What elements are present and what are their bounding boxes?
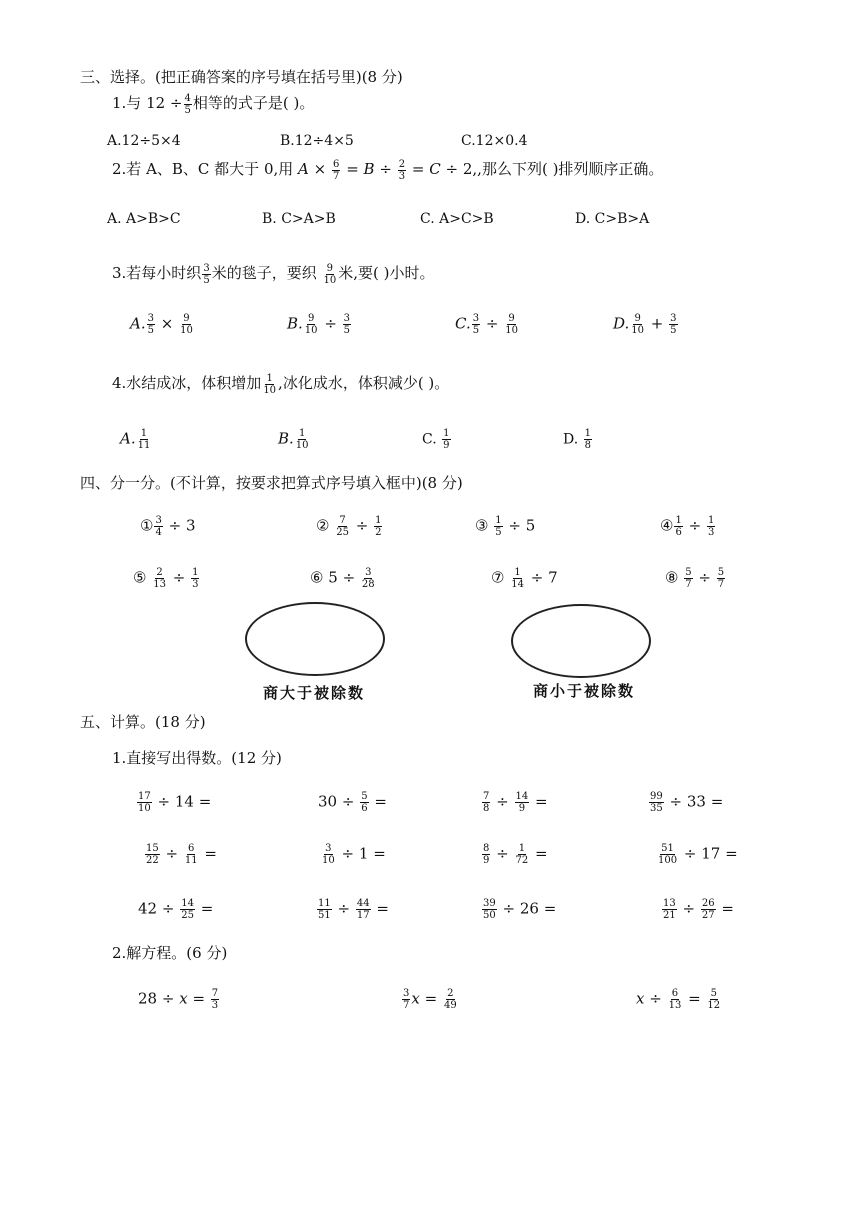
s4-item-2-mark: ② (316, 516, 330, 535)
s4-item-7 (491, 567, 558, 590)
c11-b: 26 (519, 899, 539, 918)
eq2-lnum: 3 (403, 988, 410, 999)
q4-a-num: 1 (140, 428, 148, 439)
q2-option-d: D. C>B>A (575, 211, 650, 227)
s4-item-7-mark: ⑦ (491, 568, 505, 587)
q3-b-frac2 (343, 313, 351, 336)
s4-i8-bd: 7 (717, 579, 725, 590)
s4-i7-b: 7 (548, 568, 558, 587)
q3-c-f1d: 5 (472, 325, 480, 336)
q2-f1-num: 6 (333, 158, 340, 170)
section-5-sub1: 1.直接写出得数。(12 分) (112, 749, 282, 767)
s4-i5-bd: 3 (192, 579, 199, 590)
c5-op: ÷ (165, 844, 179, 863)
c3-ad: 8 (483, 803, 490, 814)
c5-eq: = (204, 844, 217, 863)
s4-item-2-frac2 (374, 515, 382, 538)
c12-an: 13 (663, 898, 676, 909)
c10-eq: = (376, 899, 389, 918)
calc-5-frac2 (184, 843, 199, 866)
s4-i2-an: 7 (339, 515, 346, 526)
q4-f-den: 10 (263, 384, 277, 396)
q4-a-label: A. (120, 429, 136, 448)
q3-d-f1d: 10 (631, 325, 644, 336)
q2-option-c: C. A>C>B (420, 211, 494, 227)
s4-i3-an: 1 (495, 515, 502, 526)
q1-suffix: 相等的式子是( )。 (192, 94, 315, 112)
eq3-lden: 13 (668, 1000, 682, 1011)
calc-12-frac1 (662, 898, 677, 921)
c9-eq: = (200, 899, 214, 918)
eq2-den: 49 (443, 1000, 457, 1011)
q4-d-den: 8 (584, 440, 592, 451)
q4-prefix: 4.水结成冰，体积增加 (112, 374, 262, 392)
c1-an: 17 (138, 791, 151, 802)
c5-an: 15 (146, 843, 159, 854)
s4-i2-bn: 1 (375, 515, 382, 526)
c7-op: ÷ (496, 844, 509, 863)
q3-a-op: × (160, 314, 174, 333)
eq1-num: 7 (211, 988, 219, 999)
s4-i6-bn: 3 (365, 567, 372, 578)
q3-f2-den: 10 (323, 274, 337, 286)
c2-eq: = (374, 792, 387, 811)
q3-c-label: C. (455, 314, 471, 333)
q3-a-f1n: 3 (147, 313, 154, 324)
s4-i7-ad: 14 (511, 579, 524, 590)
s4-item-2 (316, 515, 383, 538)
q2-var-a: A (298, 160, 309, 178)
s4-item-4 (660, 515, 716, 538)
section-5-sub2: 2.解方程。(6 分) (112, 944, 228, 962)
s4-i1-an: 3 (155, 515, 162, 526)
q4-stem (112, 372, 449, 396)
q3-c-f1n: 3 (472, 313, 480, 324)
s4-item-1-mark: ① (140, 516, 154, 535)
c7-an: 8 (483, 843, 490, 854)
q2-two: 2 (462, 160, 473, 178)
c7-eq: = (535, 844, 548, 863)
calc-10-frac1 (317, 898, 332, 921)
s4-item-3-frac (494, 515, 502, 538)
q2-option-a: A. A>B>C (107, 211, 181, 227)
eq3-num: 5 (710, 988, 717, 999)
q2-times: × (313, 160, 327, 178)
c12-eq: = (721, 899, 734, 918)
q3-mid: 米的毯子，要织 (211, 264, 317, 282)
equation-2 (401, 988, 459, 1011)
s4-i4-ad: 6 (675, 527, 682, 538)
section-5-title: 五、计算。(18 分) (80, 713, 206, 731)
calc-11-frac (482, 898, 497, 921)
calc-11 (481, 898, 556, 921)
c8-an: 51 (661, 843, 674, 854)
s4-item-8-mark: ⑧ (665, 568, 679, 587)
s4-item-8 (665, 567, 726, 590)
eq1-eq: = (187, 989, 210, 1008)
s4-i3-op: ÷ (508, 516, 521, 535)
c12-bd: 27 (701, 910, 715, 921)
s4-i4-an: 1 (675, 515, 682, 526)
q3-a-frac1 (147, 313, 155, 336)
c8-ad: 100 (658, 855, 678, 866)
c5-ad: 22 (146, 855, 159, 866)
calc-1-frac (137, 791, 152, 814)
eq2-lden: 7 (403, 1000, 410, 1011)
q4-d-frac (584, 428, 592, 451)
q3-c-frac2 (504, 313, 519, 336)
eq1-x: x (179, 989, 188, 1008)
c10-bd: 17 (356, 910, 370, 921)
c2-bn: 5 (361, 791, 368, 802)
c7-bd: 72 (515, 855, 529, 866)
c2-bd: 6 (361, 803, 368, 814)
s4-i6-op: ÷ (342, 568, 356, 587)
c12-ad: 21 (663, 910, 676, 921)
s4-i8-bn: 5 (717, 567, 725, 578)
eq2-frac-left (402, 988, 410, 1011)
section-3-title: 三、选择。(把正确答案的序号填在括号里)(8 分) (80, 68, 403, 86)
c4-ad: 35 (650, 803, 663, 814)
q2-var-b: B (363, 160, 375, 178)
s4-i8-an: 5 (685, 567, 692, 578)
calc-10-frac2 (356, 898, 371, 921)
q2-option-b: B. C>A>B (262, 211, 336, 227)
q3-prefix: 3.若每小时织 (112, 264, 202, 282)
answer-ellipse-smaller[interactable] (511, 604, 651, 678)
calc-1 (136, 791, 211, 814)
q2-frac-2 (398, 159, 406, 182)
q3-c-op: ÷ (485, 314, 499, 333)
s4-item-6 (310, 567, 377, 590)
c1-ad: 10 (138, 803, 151, 814)
q2-div-2: ÷ (445, 160, 459, 178)
c9-bd: 25 (181, 910, 194, 921)
c6-an: 3 (325, 843, 332, 854)
q3-f2-num: 9 (326, 262, 334, 274)
q3-a-f1d: 5 (147, 325, 154, 336)
s4-i1-ad: 4 (155, 527, 162, 538)
calc-12 (661, 898, 734, 921)
eq3-frac-right (706, 988, 721, 1011)
q4-d-num: 1 (584, 428, 592, 439)
q1-option-b: B.12÷4×5 (280, 133, 354, 149)
q3-f1-den: 5 (203, 274, 210, 286)
s4-item-2-frac1 (335, 515, 350, 538)
c6-b: 1 (358, 844, 369, 863)
calc-8-frac (657, 843, 678, 866)
s4-i3-ad: 5 (495, 527, 502, 538)
s4-item-3 (475, 515, 535, 538)
s4-item-5 (133, 567, 200, 590)
eq3-den: 12 (707, 1000, 721, 1011)
calc-6-frac (321, 843, 336, 866)
q4-option-a (120, 428, 152, 451)
q3-d-f2d: 5 (670, 325, 677, 336)
calc-7-frac1 (482, 843, 490, 866)
c8-op: ÷ (683, 844, 697, 863)
q2-prefix: 2.若 A、B、C 都大于 0,用 (112, 160, 294, 178)
s4-item-5-mark: ⑤ (133, 568, 147, 587)
q4-option-c (422, 428, 452, 451)
c4-an: 99 (650, 791, 663, 802)
q4-b-den: 10 (295, 440, 309, 451)
s4-item-3-mark: ③ (475, 516, 489, 535)
c1-b: 14 (174, 792, 194, 811)
q4-c-den: 9 (443, 440, 450, 451)
q4-c-label: C. (422, 431, 437, 448)
q3-f1-num: 3 (203, 262, 210, 274)
q4-b-num: 1 (298, 428, 306, 439)
eq1-left: 28 ÷ (138, 989, 180, 1008)
c11-an: 39 (483, 898, 496, 909)
s4-item-8-frac2 (717, 567, 725, 590)
q3-option-b (287, 313, 352, 336)
c11-op: ÷ (502, 899, 516, 918)
s4-i6-pre: 5 (328, 568, 338, 587)
q3-a-f2d: 10 (180, 325, 193, 336)
q4-option-b (278, 428, 311, 451)
calc-2 (318, 791, 387, 814)
c1-op: ÷ (157, 792, 171, 811)
s4-i1-op: ÷ (168, 516, 182, 535)
c7-bn: 1 (518, 843, 526, 854)
calc-4 (648, 791, 723, 814)
q4-b-label: B. (278, 429, 294, 448)
q3-a-f2n: 9 (183, 313, 190, 324)
s4-i2-ad: 25 (336, 527, 349, 538)
q1-frac-num: 4 (184, 92, 191, 104)
q3-b-op: ÷ (324, 314, 337, 333)
s4-item-6-frac (361, 567, 376, 590)
calc-2-frac (360, 791, 368, 814)
eq2-num: 2 (447, 988, 454, 999)
eq2-x: x (411, 989, 420, 1008)
s4-i8-ad: 7 (685, 579, 692, 590)
s4-item-7-frac (510, 567, 525, 590)
s4-i4-op: ÷ (688, 516, 702, 535)
calc-9-frac (180, 898, 195, 921)
q1-fraction (184, 93, 192, 116)
s4-i5-op: ÷ (172, 568, 186, 587)
equation-1 (138, 988, 220, 1011)
c6-ad: 10 (322, 855, 335, 866)
q3-b-f2d: 5 (343, 325, 351, 336)
q3-c-f2d: 10 (505, 325, 518, 336)
eq2-frac-right (443, 988, 458, 1011)
s4-i7-op: ÷ (530, 568, 544, 587)
c10-an: 11 (318, 898, 331, 909)
calc-12-frac2 (701, 898, 716, 921)
q3-option-a (130, 313, 195, 336)
c10-ad: 51 (318, 910, 331, 921)
s4-item-4-mark: ④ (660, 516, 674, 535)
q2-eq-1: = (346, 160, 359, 178)
q4-c-frac (442, 428, 450, 451)
c4-b: 33 (686, 792, 706, 811)
eq3-lnum: 6 (671, 988, 679, 999)
c12-bn: 26 (701, 898, 715, 909)
q4-option-d (563, 428, 593, 451)
q2-f2-num: 2 (398, 158, 406, 170)
s4-item-8-frac1 (684, 567, 692, 590)
calc-7-frac2 (515, 843, 530, 866)
s4-item-1 (140, 515, 196, 538)
eq3-op: ÷ (644, 989, 667, 1008)
s4-i4-bn: 1 (707, 515, 715, 526)
calc-5 (144, 843, 217, 866)
s4-i8-op: ÷ (698, 568, 711, 587)
q4-c-num: 1 (443, 428, 450, 439)
q2-div-1: ÷ (379, 160, 392, 178)
s4-item-4-frac1 (674, 515, 682, 538)
q1-option-c: C.12×0.4 (461, 133, 528, 149)
c7-ad: 9 (483, 855, 490, 866)
c5-bd: 11 (184, 855, 198, 866)
q3-d-f1n: 9 (634, 313, 641, 324)
q2-f1-den: 7 (333, 170, 340, 182)
q3-a-frac2 (179, 313, 194, 336)
c2-op: ÷ (341, 792, 355, 811)
q1-stem (112, 92, 314, 116)
c1-eq: = (198, 792, 212, 811)
c9-op: ÷ (161, 899, 175, 918)
s4-i1-b: 3 (185, 516, 196, 535)
c9-bn: 14 (181, 898, 194, 909)
c3-eq: = (535, 792, 548, 811)
q4-b-frac (295, 428, 310, 451)
eq3-eq: = (683, 989, 706, 1008)
eq2-eq: = (419, 989, 442, 1008)
calc-5-frac1 (145, 843, 160, 866)
s4-item-4-frac2 (707, 515, 715, 538)
eq1-den: 3 (211, 1000, 219, 1011)
c5-bn: 6 (188, 843, 195, 854)
calc-3 (481, 791, 548, 814)
c4-op: ÷ (669, 792, 683, 811)
q3-d-label: D. (613, 314, 630, 333)
q3-frac-2 (322, 263, 337, 286)
c11-eq: = (543, 899, 557, 918)
c10-op: ÷ (337, 899, 351, 918)
q3-option-d (613, 313, 679, 336)
q3-d-frac1 (630, 313, 645, 336)
calc-9 (138, 898, 213, 921)
c3-bn: 14 (515, 791, 529, 802)
section-4-title: 四、分一分。(不计算，按要求把算式序号填入框中)(8 分) (80, 474, 463, 492)
s4-i5-ad: 13 (153, 579, 166, 590)
calc-8 (656, 843, 738, 866)
q2-eq-2: = (411, 160, 425, 178)
c3-op: ÷ (496, 792, 509, 811)
q2-var-c: C (429, 160, 441, 178)
calc-6 (320, 843, 386, 866)
q3-c-f2n: 9 (508, 313, 515, 324)
s4-i7-an: 1 (514, 567, 521, 578)
s4-i5-an: 2 (156, 567, 163, 578)
c4-eq: = (710, 792, 724, 811)
q4-f-num: 1 (266, 372, 273, 384)
c6-op: ÷ (341, 844, 355, 863)
q3-option-c (455, 313, 520, 336)
q3-c-frac1 (472, 313, 480, 336)
q3-b-f1n: 9 (307, 313, 315, 324)
answer-ellipse-greater[interactable] (245, 602, 385, 676)
q3-b-frac1 (304, 313, 319, 336)
q1-frac-den: 5 (184, 104, 191, 116)
q4-frac (262, 373, 277, 396)
s4-i4-bd: 3 (707, 527, 715, 538)
caption-greater: 商大于被除数 (263, 684, 366, 702)
s4-i6-bd: 28 (361, 579, 375, 590)
c9-pre: 42 (138, 899, 158, 918)
q3-stem (112, 262, 434, 286)
q3-d-f2n: 3 (670, 313, 677, 324)
s4-item-1-frac (154, 515, 162, 538)
s4-i3-b: 5 (525, 516, 536, 535)
q4-a-frac (137, 428, 152, 451)
s4-i2-op: ÷ (355, 516, 369, 535)
q1-prefix: 1.与 12 ÷ (112, 94, 183, 112)
q3-d-frac2 (669, 313, 677, 336)
c11-ad: 50 (483, 910, 496, 921)
s4-item-5-frac1 (152, 567, 167, 590)
s4-i5-bn: 1 (192, 567, 199, 578)
q3-frac-1 (202, 263, 210, 286)
c8-eq: = (725, 844, 738, 863)
c8-b: 17 (701, 844, 721, 863)
s4-item-5-frac2 (191, 567, 199, 590)
q1-option-a: A.12÷5×4 (107, 133, 181, 149)
q3-suffix: 米,要( )小时。 (338, 264, 435, 282)
c6-eq: = (373, 844, 386, 863)
q4-suffix: ,冰化成水，体积减少( )。 (278, 374, 450, 392)
c10-bn: 44 (356, 898, 370, 909)
q3-d-op: + (650, 314, 664, 333)
c2-pre: 30 (318, 792, 338, 811)
equation-3 (636, 988, 722, 1011)
q3-b-f1d: 10 (304, 325, 318, 336)
c3-bd: 9 (518, 803, 526, 814)
q2-f2-den: 3 (398, 170, 406, 182)
calc-3-frac1 (482, 791, 490, 814)
eq1-frac (211, 988, 219, 1011)
q3-a-label: A. (130, 314, 146, 333)
s4-i2-bd: 2 (375, 527, 382, 538)
q3-b-label: B. (287, 314, 303, 333)
c12-op: ÷ (682, 899, 696, 918)
s4-item-6-mark: ⑥ (310, 568, 324, 587)
caption-smaller: 商小于被除数 (533, 682, 636, 700)
calc-7 (481, 843, 548, 866)
q2-suffix: ,,那么下列( )排列顺序正确。 (472, 160, 664, 178)
eq3-frac-left (668, 988, 683, 1011)
q4-d-label: D. (563, 431, 579, 448)
c3-an: 7 (483, 791, 490, 802)
q2-stem (112, 158, 663, 182)
q2-frac-1 (332, 159, 340, 182)
calc-10 (316, 898, 389, 921)
q4-a-den: 11 (137, 440, 151, 451)
calc-4-frac (649, 791, 664, 814)
calc-3-frac2 (515, 791, 530, 814)
eq3-x: x (636, 989, 645, 1008)
q3-b-f2n: 3 (343, 313, 351, 324)
